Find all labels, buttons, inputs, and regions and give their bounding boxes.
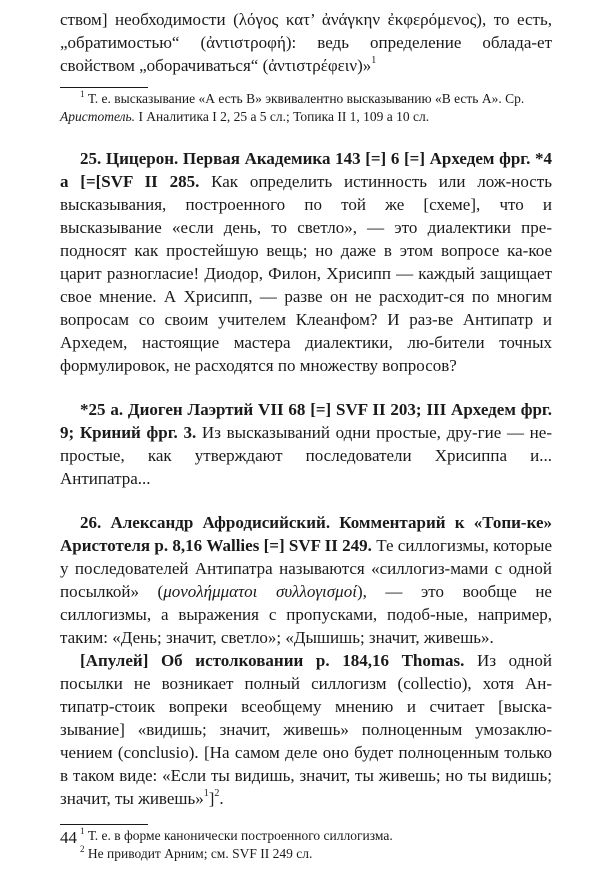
footnote-bottom-1: $^1$ Т. е. в форме канонически построенного силлогизма. (80, 825, 393, 843)
section-25-body: Как определить истинность или лож-ность высказывания, построенного по той же [схеме], что и высказывание «если день, то светло», — это диалектики пре-подносят как простейшую вещь; но даже в этом вопросе ка-кое царит разногласие! Диодор, Филон, Хрисипп — каждый защищает свое мнение. А Хрисипп, — разве он не расходит-ся по многим вопросам со своим учителем Клеанфом? И раз-ве Антипатр и Архедем, настоящие мастера диалектики, лю-бители точных формулировок, не расходятся по множеству вопросов? (60, 172, 552, 375)
section-25a-body: Из высказываний одни простые, дру-гие — не-простые, как утверждают последователи Хрисиппа и... Антипатра... (60, 423, 552, 488)
section-26: 26. Александр Афродисийский. Комментарий к «Топи-ке» Аристотеля р. 8,16 Wallies [=] SVF II 249. Те силлогизмы, которые у последователей Антипатра называются «силлогиз-мами с одной посылкой» (μονολήμματοι συλλογισμοί), — это вообще не силлогизмы, а выражения с пропусками, подоб-ные, например, таким: «День; значит, светло»; «Дышишь; значит, живешь». (60, 513, 552, 647)
footnote-bottom-2: $^2$ Не приводит Арним; см. SVF II 249 сл. (80, 843, 313, 861)
footnote-1: $^1$ Т. е. высказывание «А есть В» эквивалентно высказыванию «В есть А». Ср. Аристотель. I Аналитика I 2, 25 а 5 сл.; Топика II 1, 109 а 10 сл. (60, 88, 525, 124)
footnote-rule (60, 87, 148, 88)
section-26-heading: 26. Александр Афродисийский. Комментарий к «Топи-ке» Аристотеля р. 8,16 Wallies [=] SVF II 249. (60, 513, 552, 555)
page-number: 44 (60, 828, 77, 847)
section-25a (60, 398, 552, 490)
section-apuleius: [Апулей] Об истолковании р. 184,16 Thomas. Из одной посылки не возникает полный силлогизм (collectio), хотя Ан-типатр-стоик вопреки всеобщему мнению и считает [выска-зывание] «видишь; значит, живешь» полноценным умозаклю-чением (conclusio). [На самом деле оно будет полноценным только в таком виде: «Если ты видишь, значит, ты живешь; но ты видишь; значит, ты живешь»$^1$]$^2$. (60, 651, 552, 808)
page-text (60, 8, 552, 863)
footnote-block-top (60, 87, 552, 126)
top-paragraph: ством] необходимости (λόγος κατ’ ἀνάγκην ἐκφερόμενος), то есть, „обратимостью“ (ἀντιστροφή): ведь определение облада-ет свойством „оборачиваться“ (ἀντιστρέφειν)»$^1$ (60, 10, 552, 75)
section-25a-heading: *25 а. Диоген Лаэртий VII 68 [=] SVF II 203; III Архедем фрг. 9; Криний фрг. 3. (60, 400, 552, 442)
footnote-rule (60, 824, 148, 825)
footnote-ref: 1 (371, 55, 377, 67)
section-25-heading: 25. Цицерон. Первая Академика 143 [=] 6 [=] Архедем фрг. *4 а [=[SVF II 285. (60, 149, 552, 191)
footnote-block-bottom (60, 824, 552, 863)
section-apuleius-heading: [Апулей] Об истолковании р. 184,16 Thomas. (80, 651, 465, 670)
section-25 (60, 147, 552, 377)
